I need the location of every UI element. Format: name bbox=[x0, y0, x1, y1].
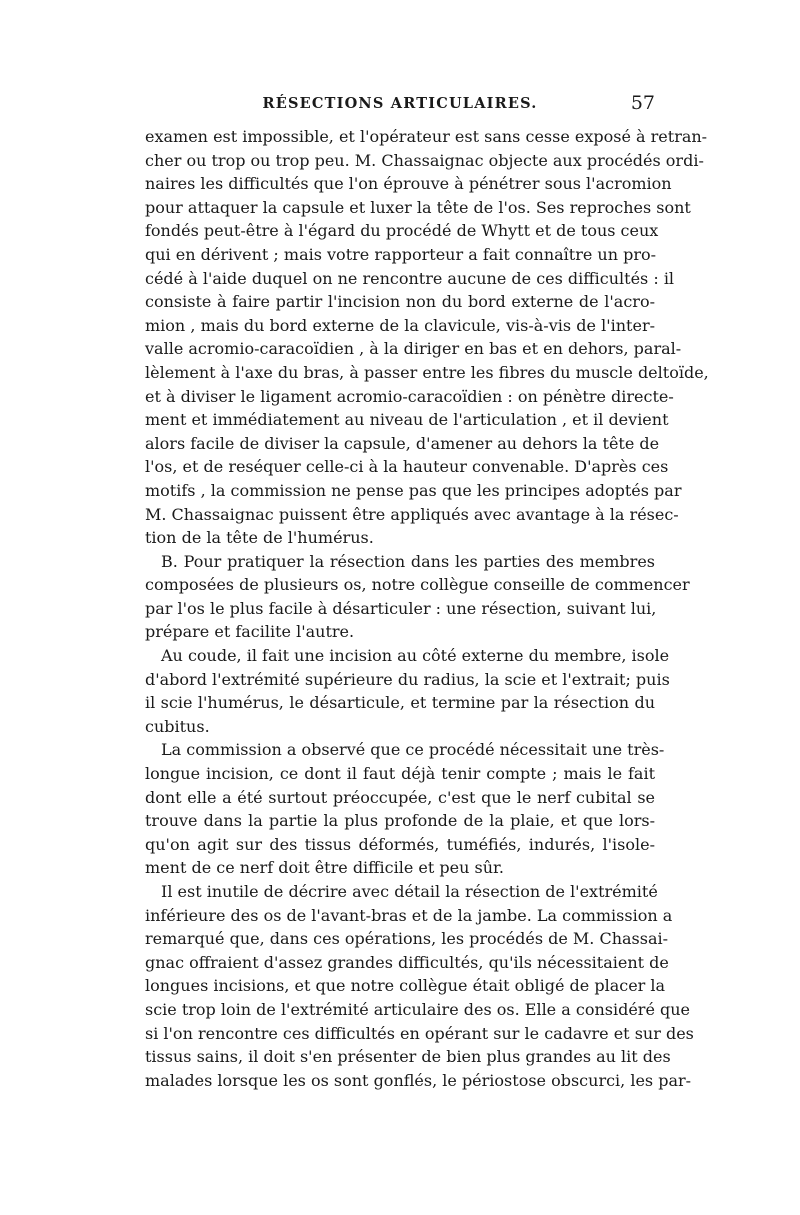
paragraph-end-line: ment de ce nerf doit être difficile et peu sûr. bbox=[145, 858, 504, 878]
paragraph-start-line: B. Pour pratiquer la résection dans les parties des membres bbox=[161, 551, 655, 571]
paragraph-end-line: tion de la tête de l'humérus. bbox=[145, 528, 374, 548]
text-line: mion , mais du bord externe de la clavicule, vis-à-vis de l'inter- bbox=[145, 315, 655, 335]
text-line: fondés peut-être à l'égard du procédé de Whytt et de tous ceux bbox=[145, 221, 659, 241]
text-line: malades lorsque les os sont gonflés, le périostose obscurci, les par- bbox=[145, 1070, 692, 1090]
text-line: dont elle a été surtout préoccupée, c'est que le nerf cubital se bbox=[145, 787, 655, 807]
paragraph-start-line: La commission a observé que ce procédé nécessitait une très- bbox=[161, 740, 665, 760]
text-line: cédé à l'aide duquel on ne rencontre aucune de ces difficultés : il bbox=[145, 268, 675, 288]
text-line: ment et immédiatement au niveau de l'articulation , et il devient bbox=[145, 410, 669, 430]
paragraph-start-line: Il est inutile de décrire avec détail la résection de l'extrémité bbox=[161, 882, 658, 901]
text-line: remarqué que, dans ces opérations, les procédés de M. Chassai- bbox=[145, 929, 669, 949]
text-line: examen est impossible, et l'opérateur est sans cesse exposé à retran- bbox=[145, 127, 708, 146]
text-line: scie trop loin de l'extrémité articulaire des os. Elle a considéré que bbox=[145, 999, 691, 1019]
text-line: par l'os le plus facile à désarticuler : une résection, suivant lui, bbox=[145, 598, 657, 618]
text-line: composées de plusieurs os, notre collègue conseille de commencer bbox=[145, 575, 690, 595]
body-text bbox=[145, 125, 709, 1092]
text-line: gnac offraient d'assez grandes difficultés, qu'ils nécessitaient de bbox=[145, 952, 669, 972]
text-line: tissus sains, il doit s'en présenter de bien plus grandes au lit des bbox=[145, 1047, 671, 1067]
text-line: lèlement à l'axe du bras, à passer entre les fibres du muscle deltoïde, bbox=[145, 362, 709, 382]
running-head bbox=[145, 92, 655, 119]
text-line: et à diviser le ligament acromio-caracoïdien : on pénètre directe- bbox=[145, 386, 674, 406]
text-line: d'abord l'extrémité supérieure du radius, la scie et l'extrait; puis bbox=[145, 669, 670, 689]
text-line: qui en dérivent ; mais votre rapporteur a fait connaître un pro- bbox=[145, 244, 657, 264]
text-line: M. Chassaignac puissent être appliqués avec avantage à la résec- bbox=[145, 504, 679, 524]
text-line: consiste à faire partir l'incision non du bord externe de l'acro- bbox=[145, 292, 655, 312]
running-title: RÉSECTIONS ARTICULAIRES. bbox=[262, 95, 538, 112]
page-number: 57 bbox=[630, 92, 655, 114]
text-line: cher ou trop ou trop peu. M. Chassaignac objecte aux procédés ordi- bbox=[145, 150, 704, 170]
text-line: il scie l'humérus, le désarticule, et termine par la résection du bbox=[145, 693, 655, 713]
paragraph-end-line: cubitus. bbox=[145, 716, 210, 736]
text-line: naires les difficultés que l'on éprouve à pénétrer sous l'acromion bbox=[145, 174, 672, 194]
text-line: qu'on agit sur des tissus déformés, tuméfiés, indurés, l'isole- bbox=[145, 834, 655, 854]
text-line: longues incisions, et que notre collègue était obligé de placer la bbox=[145, 976, 666, 996]
text-line: si l'on rencontre ces difficultés en opérant sur le cadavre et sur des bbox=[145, 1023, 694, 1043]
text-line: longue incision, ce dont il faut déjà tenir compte ; mais le fait bbox=[145, 764, 655, 784]
text-line: trouve dans la partie la plus profonde de la plaie, et que lors- bbox=[145, 811, 655, 831]
text-line: valle acromio-caracoïdien , à la diriger en bas et en dehors, paral- bbox=[145, 339, 682, 359]
text-line: alors facile de diviser la capsule, d'amener au dehors la tête de bbox=[145, 433, 660, 453]
paragraph-start-line: Au coude, il fait une incision au côté externe du membre, isole bbox=[161, 646, 670, 666]
text-line: motifs , la commission ne pense pas que les principes adoptés par bbox=[145, 480, 682, 500]
text-line: l'os, et de reséquer celle-ci à la hauteur convenable. D'après ces bbox=[145, 457, 669, 477]
text-line: pour attaquer la capsule et luxer la tête de l'os. Ses reproches sont bbox=[145, 197, 691, 217]
paragraph-end-line: prépare et facilite l'autre. bbox=[145, 622, 355, 642]
text-line: inférieure des os de l'avant-bras et de la jambe. La commission a bbox=[145, 905, 673, 925]
